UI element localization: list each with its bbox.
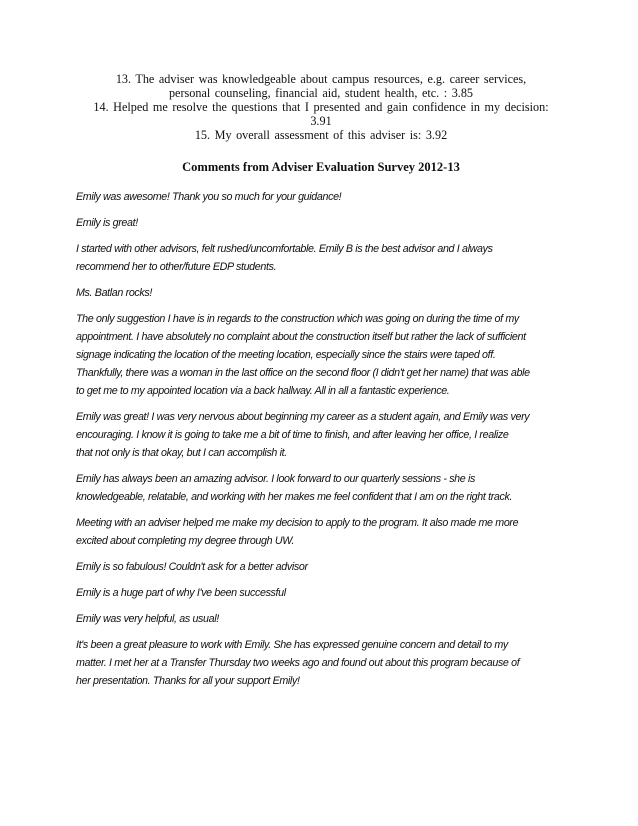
comment (76, 408, 566, 462)
comment (76, 514, 566, 550)
comment (76, 188, 566, 206)
comment-line: Ms. Batlan rocks! (76, 287, 153, 299)
comment-line: excited about completing my degree through UW. (76, 535, 295, 547)
comment (76, 240, 566, 276)
survey-item-text: 13. The adviser was knowledgeable about campus resources, e.g. career services, (115, 72, 527, 86)
survey-results (78, 72, 564, 142)
survey-item-14 (78, 100, 564, 128)
comment (76, 470, 566, 506)
survey-item-text: 14. Helped me resolve the questions that I presented and gain confidence in my decision: (93, 100, 549, 114)
comment (76, 636, 566, 690)
comment-line: Emily was great! I was very nervous about beginning my career as a student again, and Emily was very (76, 411, 530, 423)
comment-line: The only suggestion I have is in regards to the construction which was going on during the time of my (76, 313, 519, 325)
comments-list (76, 188, 566, 698)
comment-line: signage indicating the location of the meeting location, especially since the stairs were taped off. (76, 349, 496, 361)
survey-item-text: 3.91 (310, 114, 332, 128)
comment-line: Emily is so fabulous! Couldn't ask for a better advisor (76, 561, 308, 573)
comment (76, 610, 566, 628)
comment (76, 558, 566, 576)
comment-line: recommend her to other/future EDP students. (76, 261, 277, 273)
comment-line: encouraging. I know it is going to take me a bit of time to finish, and after leaving her office, I realize (76, 429, 509, 441)
survey-item-text: personal counseling, financial aid, student health, etc. : 3.85 (168, 86, 474, 100)
comment-line: Meeting with an adviser helped me make my decision to apply to the program. It also made me more (76, 517, 519, 529)
comment-line: Emily was very helpful, as usual! (76, 613, 219, 625)
comment-line: appointment. I have absolutely no complaint about the construction itself but rather the lack of sufficient (76, 331, 526, 343)
comment-line: to get me to my appointed location via a back hallway. All in all a fantastic experience. (76, 385, 450, 397)
comment-line: Emily is great! (76, 217, 138, 229)
survey-item-13 (78, 72, 564, 100)
comment-line: I started with other advisors, felt rushed/uncomfortable. Emily B is the best advisor and I always (76, 243, 493, 255)
comment-line: Emily is a huge part of why I've been successful (76, 587, 286, 599)
comment (76, 310, 566, 400)
comment (76, 584, 566, 602)
comment-line: that not only is that okay, but I can accomplish it. (76, 447, 287, 459)
comments-heading: Comments from Adviser Evaluation Survey 2012-13 (182, 160, 460, 174)
comment (76, 214, 566, 232)
comment-line: Emily was awesome! Thank you so much for your guidance! (76, 191, 342, 203)
comment-line: Thankfully, there was a woman in the last office on the second floor (I didn't get her name) that was able (76, 367, 530, 379)
comment-line: her presentation. Thanks for all your support Emily! (76, 675, 300, 687)
comment-line: It's been a great pleasure to work with Emily. She has expressed genuine concern and detail to my (76, 639, 508, 651)
survey-item-15 (78, 128, 564, 142)
comment-line: matter. I met her at a Transfer Thursday two weeks ago and found out about this program because of (76, 657, 520, 669)
comment-line: Emily has always been an amazing advisor. I look forward to our quarterly sessions - she is (76, 473, 476, 485)
survey-item-text: 15. My overall assessment of this adviser is: 3.92 (194, 128, 448, 142)
comment (76, 284, 566, 302)
comment-line: knowledgeable, relatable, and working with her makes me feel confident that I am on the right track. (76, 491, 513, 503)
